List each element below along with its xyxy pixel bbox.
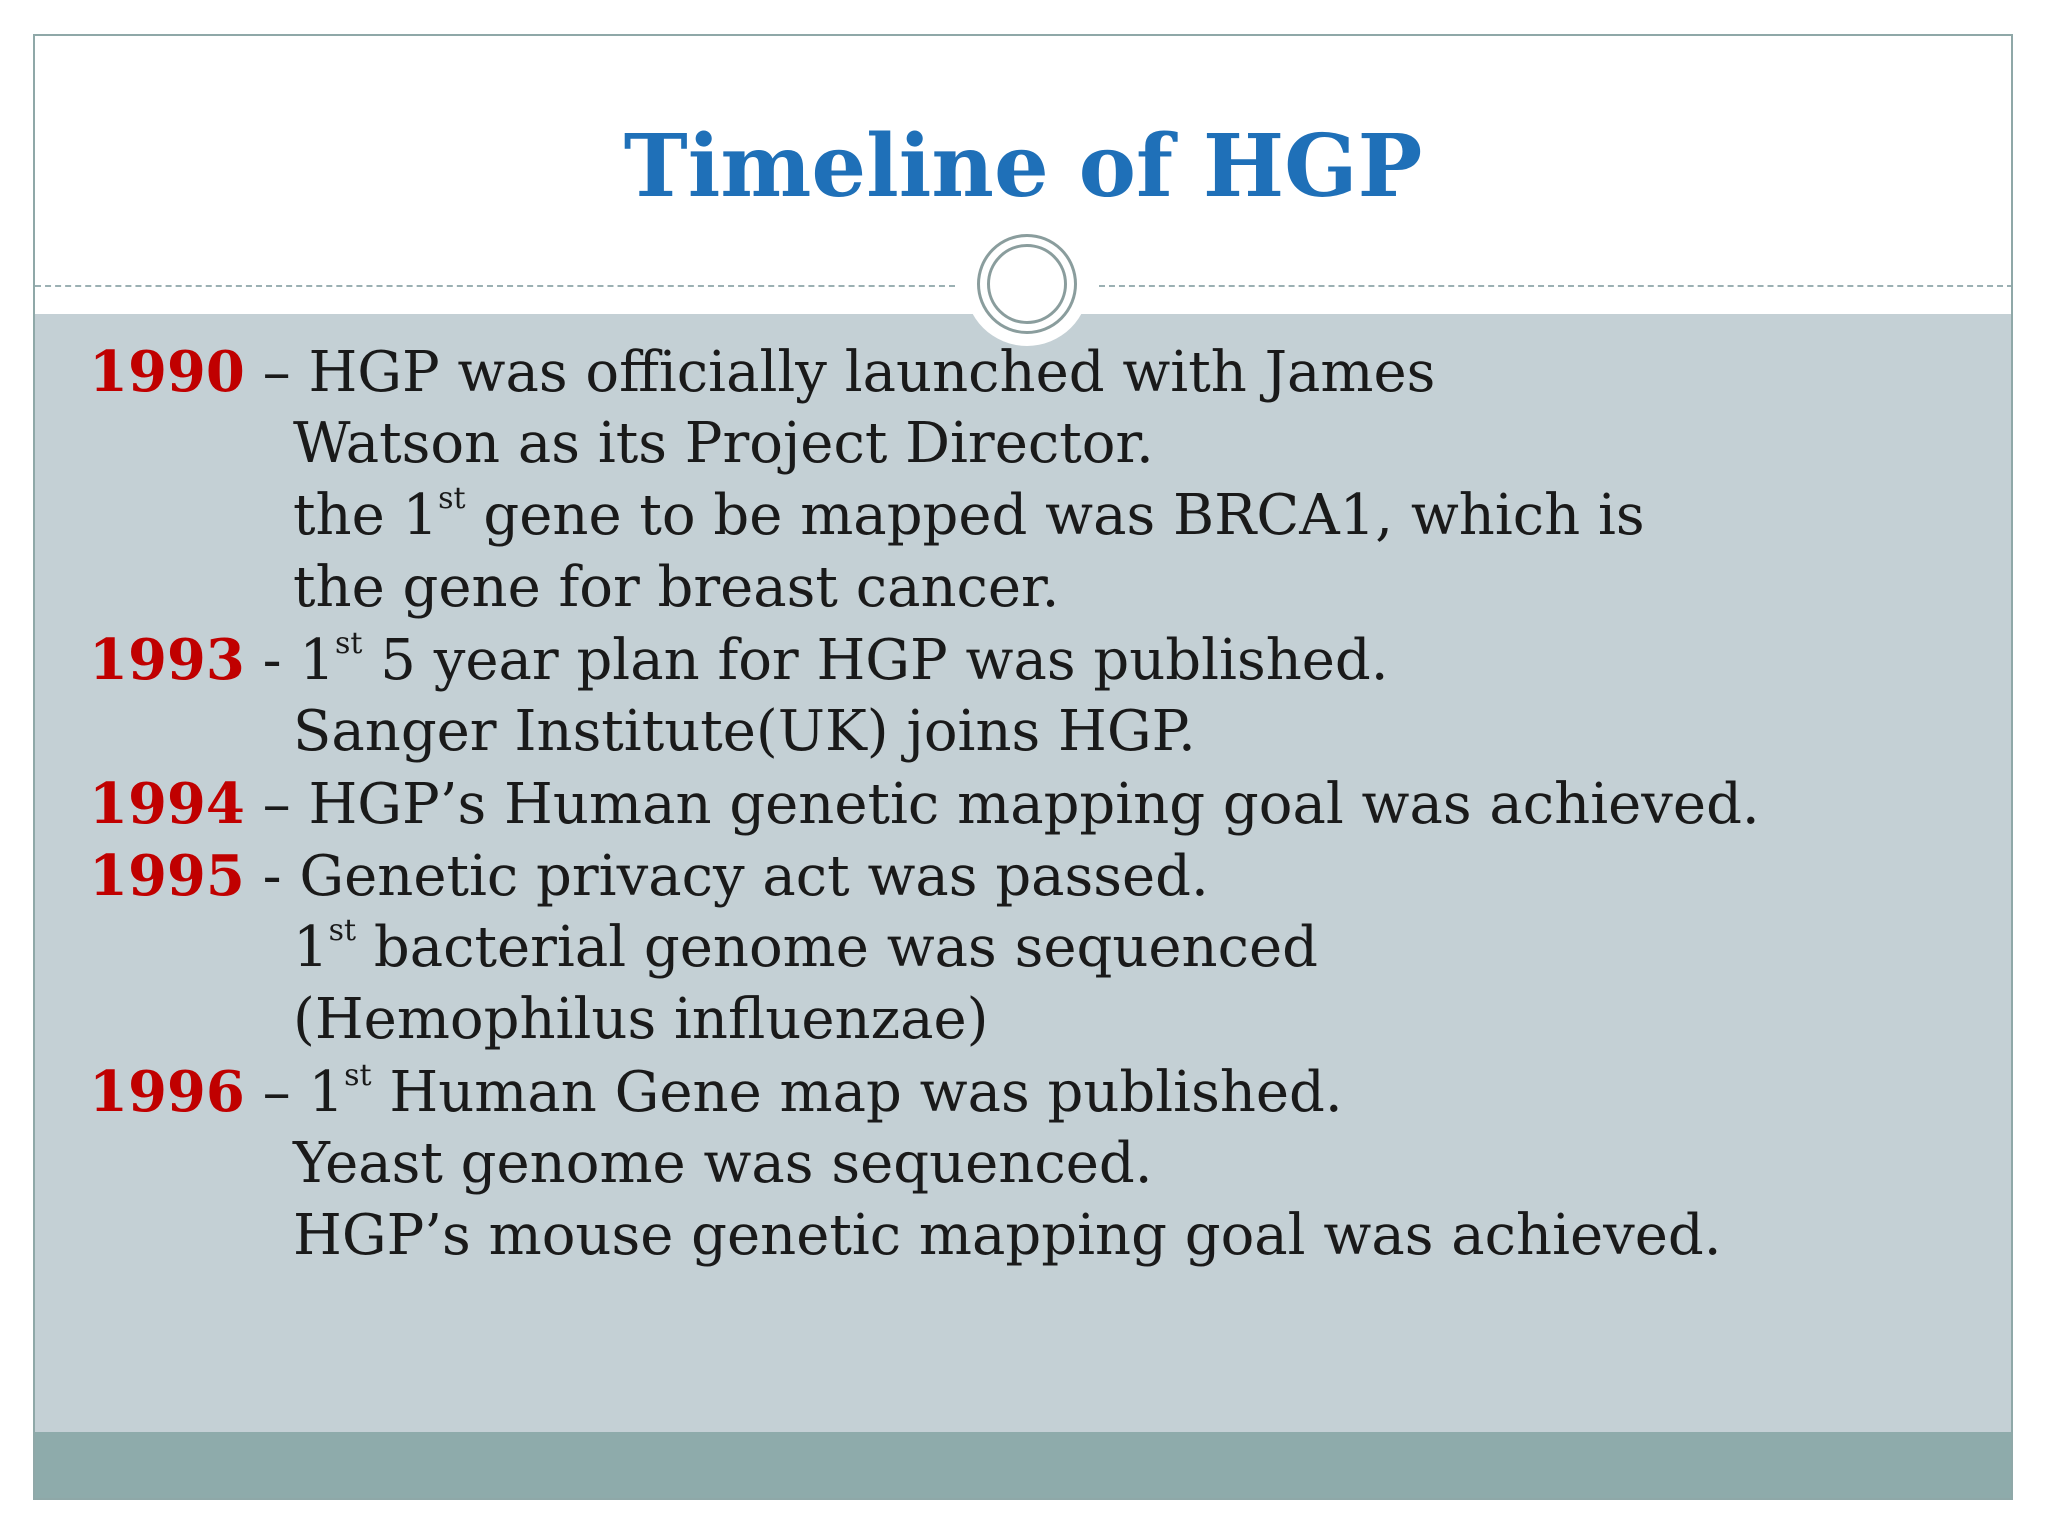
slide-title: Timeline of HGP (623, 116, 1423, 217)
timeline-entry-1990 (89, 336, 1435, 409)
timeline-text-line (293, 408, 1154, 480)
timeline-text: HGP’s mouse genetic mapping goal was achieved. (293, 1203, 1722, 1268)
footer-band (35, 1432, 2011, 1500)
timeline-text: 1 (293, 915, 329, 980)
timeline-year: 1994 (89, 771, 245, 837)
timeline-text: Human Gene map was published. (371, 1060, 1343, 1125)
timeline-separator: – (244, 1060, 309, 1125)
timeline-text: bacterial genome was sequenced (356, 915, 1318, 980)
timeline-entry-1994 (89, 768, 1760, 841)
ordinal-suffix: st (438, 481, 466, 517)
timeline-entry-1996 (89, 1056, 1343, 1129)
timeline-text-line (293, 984, 988, 1056)
ordinal-suffix: st (328, 913, 357, 949)
timeline-text-line (293, 1200, 1722, 1272)
timeline-text: Yeast genome was sequenced. (293, 1131, 1153, 1196)
timeline-text-line (293, 912, 1318, 984)
timeline-year: 1990 (89, 339, 245, 405)
timeline-year: 1993 (89, 627, 245, 693)
timeline-text: 5 year plan for HGP was published. (362, 628, 1389, 693)
timeline-year: 1995 (89, 843, 245, 909)
timeline-text: the 1 (293, 483, 439, 548)
timeline-year: 1996 (89, 1059, 245, 1125)
timeline-text-line (293, 552, 1059, 624)
timeline-text-line (293, 1128, 1153, 1200)
ordinal-suffix: st (335, 626, 363, 662)
timeline-separator: – (244, 772, 309, 837)
timeline-text: Watson as its Project Director. (293, 411, 1154, 476)
timeline-entry-1993 (89, 624, 1389, 697)
timeline-text: (Hemophilus influenzae) (293, 987, 989, 1052)
timeline-entry-1995 (89, 840, 1209, 913)
slide (33, 34, 2013, 1500)
timeline-separator: - (244, 844, 300, 909)
timeline-separator: – (244, 340, 309, 405)
timeline-text: the gene for breast cancer. (293, 555, 1060, 620)
timeline-text: 1 (308, 1060, 345, 1125)
timeline-separator: - (244, 628, 300, 693)
timeline-text: HGP was officially launched with James (308, 340, 1436, 405)
timeline-text: 1 (299, 628, 336, 693)
timeline-text: Genetic privacy act was passed. (299, 844, 1209, 909)
timeline-text-line (293, 480, 1645, 552)
timeline-text: gene to be mapped was BRCA1, which is (465, 483, 1645, 548)
timeline-text-line (293, 696, 1196, 768)
timeline-text: HGP’s Human genetic mapping goal was achieved. (308, 772, 1760, 837)
circle-ring-inner (987, 244, 1067, 324)
title-divider-right (1099, 285, 2013, 287)
title-divider-left (35, 285, 955, 287)
timeline-text: Sanger Institute(UK) joins HGP. (293, 699, 1196, 764)
ordinal-suffix: st (344, 1058, 372, 1094)
